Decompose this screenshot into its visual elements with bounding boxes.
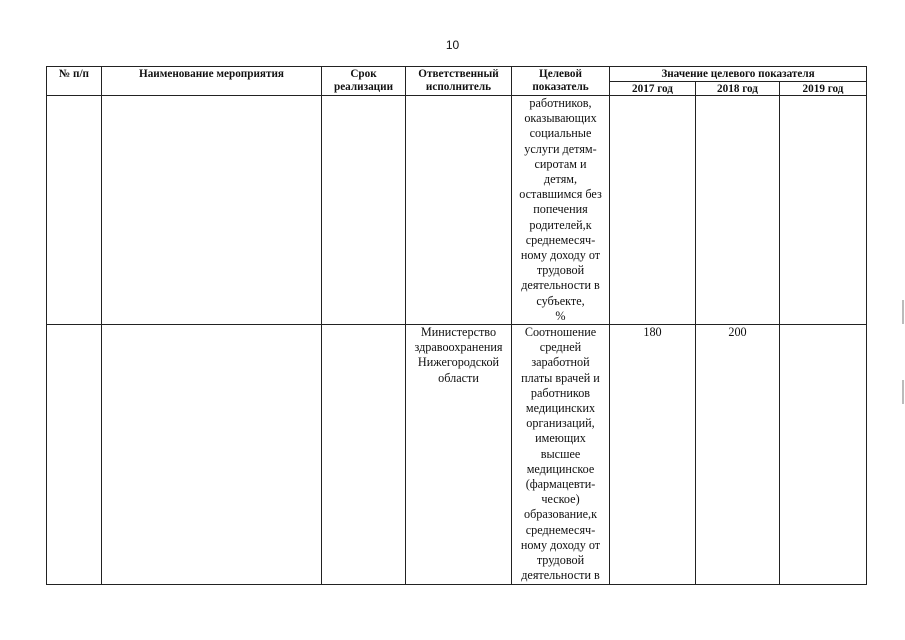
table-row [47,325,867,584]
header-2017: 2017 год [610,81,696,96]
header-num: № п/п [47,67,102,96]
cell-2019 [780,325,867,584]
cell-term [322,96,406,325]
cell-responsible [406,96,512,325]
target-indicators-table [46,66,867,585]
page-number: 10 [445,38,460,52]
scan-edge-mark [902,300,904,324]
cell-2019 [780,96,867,325]
header-2018: 2018 год [696,81,780,96]
header-row-1 [47,67,867,82]
header-indicator: Целевой показатель [512,67,610,96]
header-2019: 2019 год [780,81,867,96]
table-row [47,96,867,325]
cell-indicator: Соотношение средней заработной платы врачей и работников медицинских организаций, имеющих высшее медицинское (фармацевти- ческое) образование,к среднемесяч- ному доходу от трудовой деятельности в [512,325,610,584]
cell-term [322,325,406,584]
cell-name [102,96,322,325]
cell-indicator: работников, оказывающих социальные услуги детям- сиротам и детям, оставшимся без попечения родителей,к среднемесяч- ному доходу от трудовой деятельности в субъекте, % [512,96,610,325]
cell-2017 [610,96,696,325]
header-responsible: Ответственный исполнитель [406,67,512,96]
header-name: Наименование мероприятия [102,67,322,96]
cell-2018 [696,96,780,325]
cell-num [47,325,102,584]
header-value-group: Значение целевого показателя [610,67,867,82]
cell-2017: 180 [610,325,696,584]
cell-responsible: Министерство здравоохранения Нижегородской области [406,325,512,584]
cell-name [102,325,322,584]
cell-2018: 200 [696,325,780,584]
cell-num [47,96,102,325]
header-term: Срок реализации [322,67,406,96]
scan-edge-mark [902,380,904,404]
